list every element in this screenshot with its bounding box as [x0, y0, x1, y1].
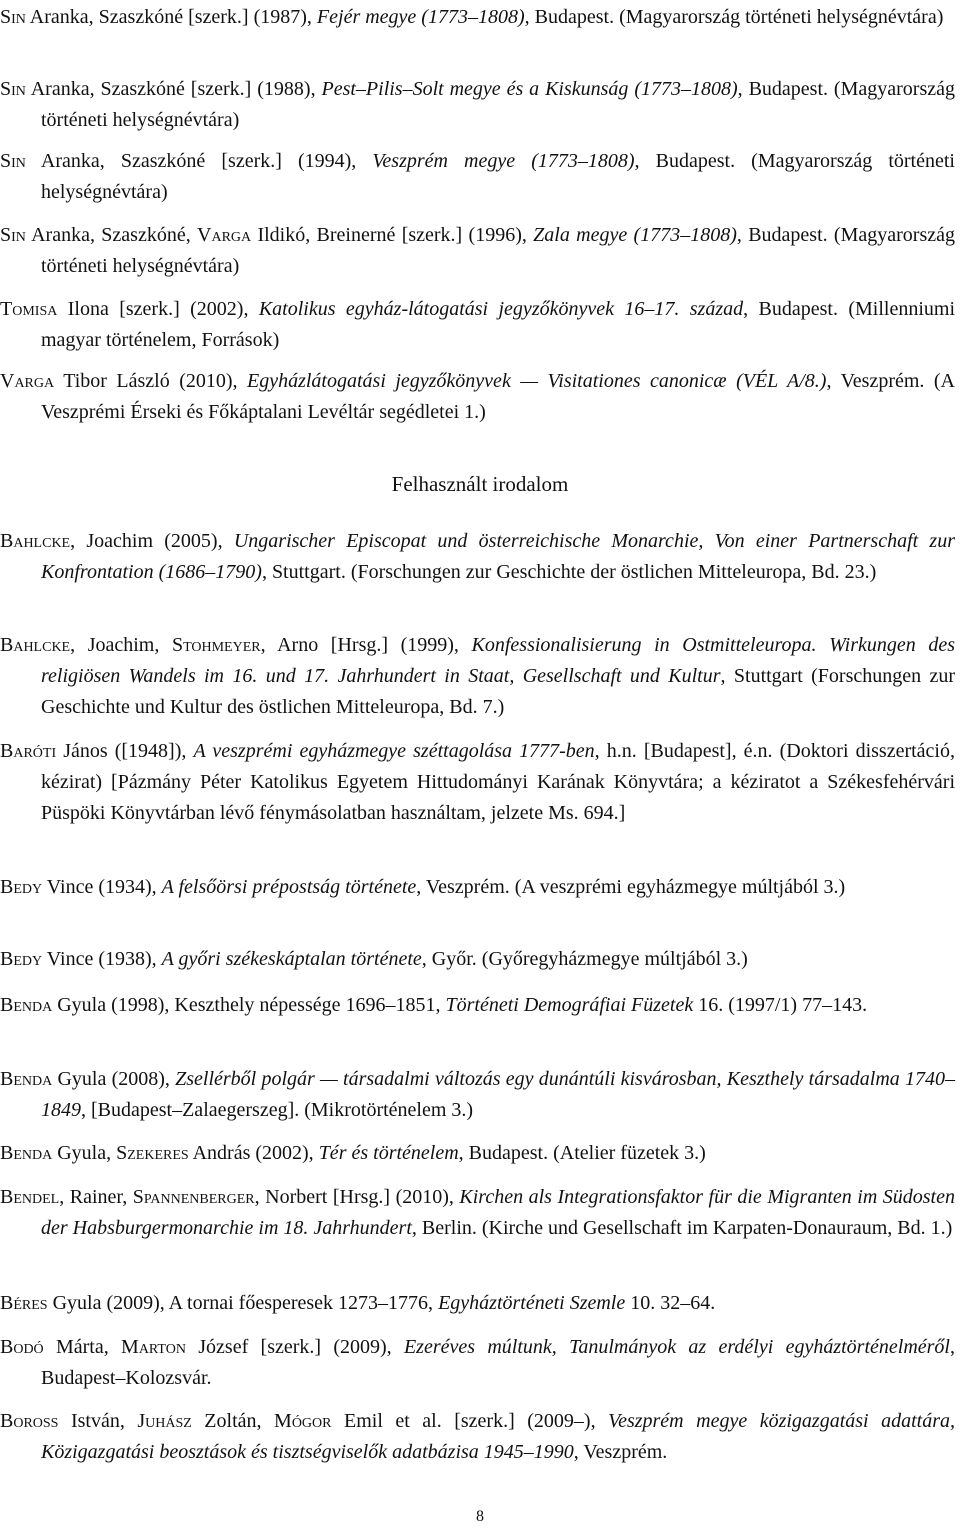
literature-entry: Benda Gyula (1998), Keszthely népessége 1696–1851, Történeti Demográfiai Füzetek 16. (1997/1) 77–143. [0, 994, 868, 1016]
page-number: 8 [476, 1508, 484, 1525]
author-name: Béres [0, 1292, 48, 1314]
author-name: Bedy [0, 876, 43, 898]
author-name: Varga [0, 370, 55, 392]
work-title: Veszprém megye (1773–1808) [372, 150, 635, 172]
literature-entry: Béres Gyula (2009), A tornai főesperesek 1273–1776, Egyháztörténeti Szemle 10. 32–64. [0, 1292, 716, 1314]
work-title: Ungarischer Episcopat und österreichische Monarchie, Von einer Partnerschaft zur Konfrontation (1686–1790) [41, 530, 955, 583]
source-entry: Tomisa Ilona [szerk.] (2002), Katolikus egyház-látogatási jegyzőkönyvek 16–17. század, Budapest. (Millenniumi magyar történelem, Források) [0, 298, 955, 351]
author-name: Benda [0, 1068, 53, 1090]
author-name: Bodó [0, 1336, 44, 1358]
author-name: Bahlcke [0, 634, 71, 656]
author-name: Varga [197, 224, 252, 246]
source-entry: Sin Aranka, Szaszkóné [szerk.] (1994), Veszprém megye (1773–1808), Budapest. (Magyarország történeti helységnévtára) [0, 150, 955, 203]
author-name: Bedy [0, 948, 43, 970]
work-title: Kirchen als Integrationsfaktor für die Migranten im Südosten der Habsburgermonarchie im 18. Jahrhundert [41, 1186, 955, 1239]
author-name: Baróti [0, 740, 57, 762]
source-entry: Sin Aranka, Szaszkóné [szerk.] (1988), Pest–Pilis–Solt megye és a Kiskunság (1773–1808), Budapest. (Magyarország történeti helységnévtára) [0, 78, 955, 131]
author-name: Benda [0, 1142, 53, 1164]
author-name: Bahlcke [0, 530, 71, 552]
author-name: Sin [0, 6, 26, 28]
source-entry: Sin Aranka, Szaszkóné [szerk.] (1987), Fejér megye (1773–1808), Budapest. (Magyarország történeti helységnévtára) [0, 6, 944, 28]
author-name: Szekeres [116, 1142, 189, 1164]
section-heading: Felhasznált irodalom [391, 472, 569, 496]
author-name: Tomisa [0, 298, 58, 320]
work-title: Zsellérből polgár — társadalmi változás egy dunántúli kisvárosban, Keszthely társadalma 1740–1849 [41, 1068, 955, 1121]
work-title: Katolikus egyház-látogatási jegyzőkönyvek 16–17. század [258, 298, 744, 320]
work-title: Zala megye (1773–1808) [533, 224, 737, 246]
author-name: Bendel [0, 1186, 60, 1208]
source-entry: Sin Aranka, Szaszkóné, Varga Ildikó, Breinerné [szerk.] (1996), Zala megye (1773–1808), Budapest. (Magyarország történeti helységnévtára) [0, 224, 955, 277]
source-entry: Varga Tibor László (2010), Egyházlátogatási jegyzőkönyvek — Visitationes canonicæ (VÉL A/8.), Veszprém. (A Veszprémi Érseki és Főkáptalani Levéltár segédletei 1.) [0, 370, 955, 423]
author-name: Spannenberger [132, 1186, 255, 1208]
work-title: Konfessionalisierung in Ostmitteleuropa. Wirkungen des religiösen Wandels im 16. und 17. Jahrhundert in Staat, Gesellschaft und Kultur [41, 634, 956, 687]
author-name: Sin [0, 150, 26, 172]
work-title: A győri székeskáptalan története [161, 948, 422, 970]
author-name: Sin [0, 224, 26, 246]
work-title: Tér és történelem [318, 1142, 459, 1164]
author-name: Sin [0, 78, 26, 100]
work-title: Veszprém megye közigazgatási adattára, Közigazgatási beosztások és tisztségviselők adatbázisa 1945–1990 [41, 1410, 955, 1463]
work-title: Fejér megye (1773–1808) [316, 6, 525, 28]
author-name: Benda [0, 994, 53, 1016]
work-title: A veszprémi egyházmegye széttagolása 1777-ben [193, 740, 595, 762]
literature-entry: Boross István, Juhász Zoltán, Mógor Emil et al. [szerk.] (2009–), Veszprém megye közigazgatási adattára, Közigazgatási beosztások és tisztségviselők adatbázisa 1945–1990, Veszprém. [0, 1410, 955, 1463]
author-name: Boross [0, 1410, 59, 1432]
author-name: Stohmeyer [171, 634, 261, 656]
author-name: Mógor [274, 1410, 332, 1432]
author-name: Marton [121, 1336, 186, 1358]
literature-entry: Benda Gyula, Szekeres András (2002), Tér és történelem, Budapest. (Atelier füzetek 3.) [0, 1142, 706, 1164]
literature-entry: Bedy Vince (1938), A győri székeskáptalan története, Győr. (Győregyházmegye múltjából 3.) [0, 948, 748, 970]
work-title: Egyházlátogatási jegyzőkönyvek — Visitationes canonicæ (VÉL A/8.) [246, 370, 827, 392]
literature-entry: Bodó Márta, Marton József [szerk.] (2009), Ezeréves múltunk, Tanulmányok az erdélyi egyháztörténelméről, Budapest–Kolozsvár. [0, 1336, 955, 1389]
work-title: Egyháztörténeti Szemle [438, 1292, 626, 1314]
author-name: Juhász [137, 1410, 192, 1432]
literature-entry: Bendel, Rainer, Spannenberger, Norbert [Hrsg.] (2010), Kirchen als Integrationsfaktor für die Migranten im Südosten der Habsburgermonarchie im 18. Jahrhundert, Berlin. (Kirche und Gesellschaft im Karpaten-Donauraum, Bd. 1.) [0, 1186, 955, 1239]
work-title: A felsőörsi prépostság története [161, 876, 417, 898]
literature-entry: Bedy Vince (1934), A felsőörsi prépostság története, Veszprém. (A veszprémi egyházmegye múltjából 3.) [0, 876, 846, 898]
literature-entry: Bahlcke, Joachim (2005), Ungarischer Episcopat und österreichische Monarchie, Von einer Partnerschaft zur Konfrontation (1686–1790), Stuttgart. (Forschungen zur Geschichte der östlichen Mitteleuropa, Bd. 23.) [0, 530, 955, 583]
work-title: Pest–Pilis–Solt megye és a Kiskunság (1773–1808) [321, 78, 738, 100]
work-title: Történeti Demográfiai Füzetek [445, 994, 694, 1016]
literature-entry: Bahlcke, Joachim, Stohmeyer, Arno [Hrsg.] (1999), Konfessionalisierung in Ostmitteleuropa. Wirkungen des religiösen Wandels im 16. und 17. Jahrhundert in Staat, Gesellschaft und Kultur, Stuttgart (Forschungen zur Geschichte und Kultur des östlichen Mitteleuropa, Bd. 7.) [0, 634, 956, 718]
literature-entry: Baróti János ([1948]), A veszprémi egyházmegye széttagolása 1777-ben, h.n. [Budapest], é.n. (Doktori disszertáció, kézirat) [Pázmány Péter Katolikus Egyetem Hittudományi Karának Könyvtára; a kéziratot a Székesfehérvári Püspöki Könyvtárban lévő fénymásolatban használtam, jelzete Ms. 694.] [0, 740, 955, 824]
literature-entry: Benda Gyula (2008), Zsellérből polgár — társadalmi változás egy dunántúli kisvárosban, Keszthely társadalma 1740–1849, [Budapest–Zalaegerszeg]. (Mikrotörténelem 3.) [0, 1068, 955, 1121]
work-title: Ezeréves múltunk, Tanulmányok az erdélyi egyháztörténelméről [403, 1336, 950, 1358]
